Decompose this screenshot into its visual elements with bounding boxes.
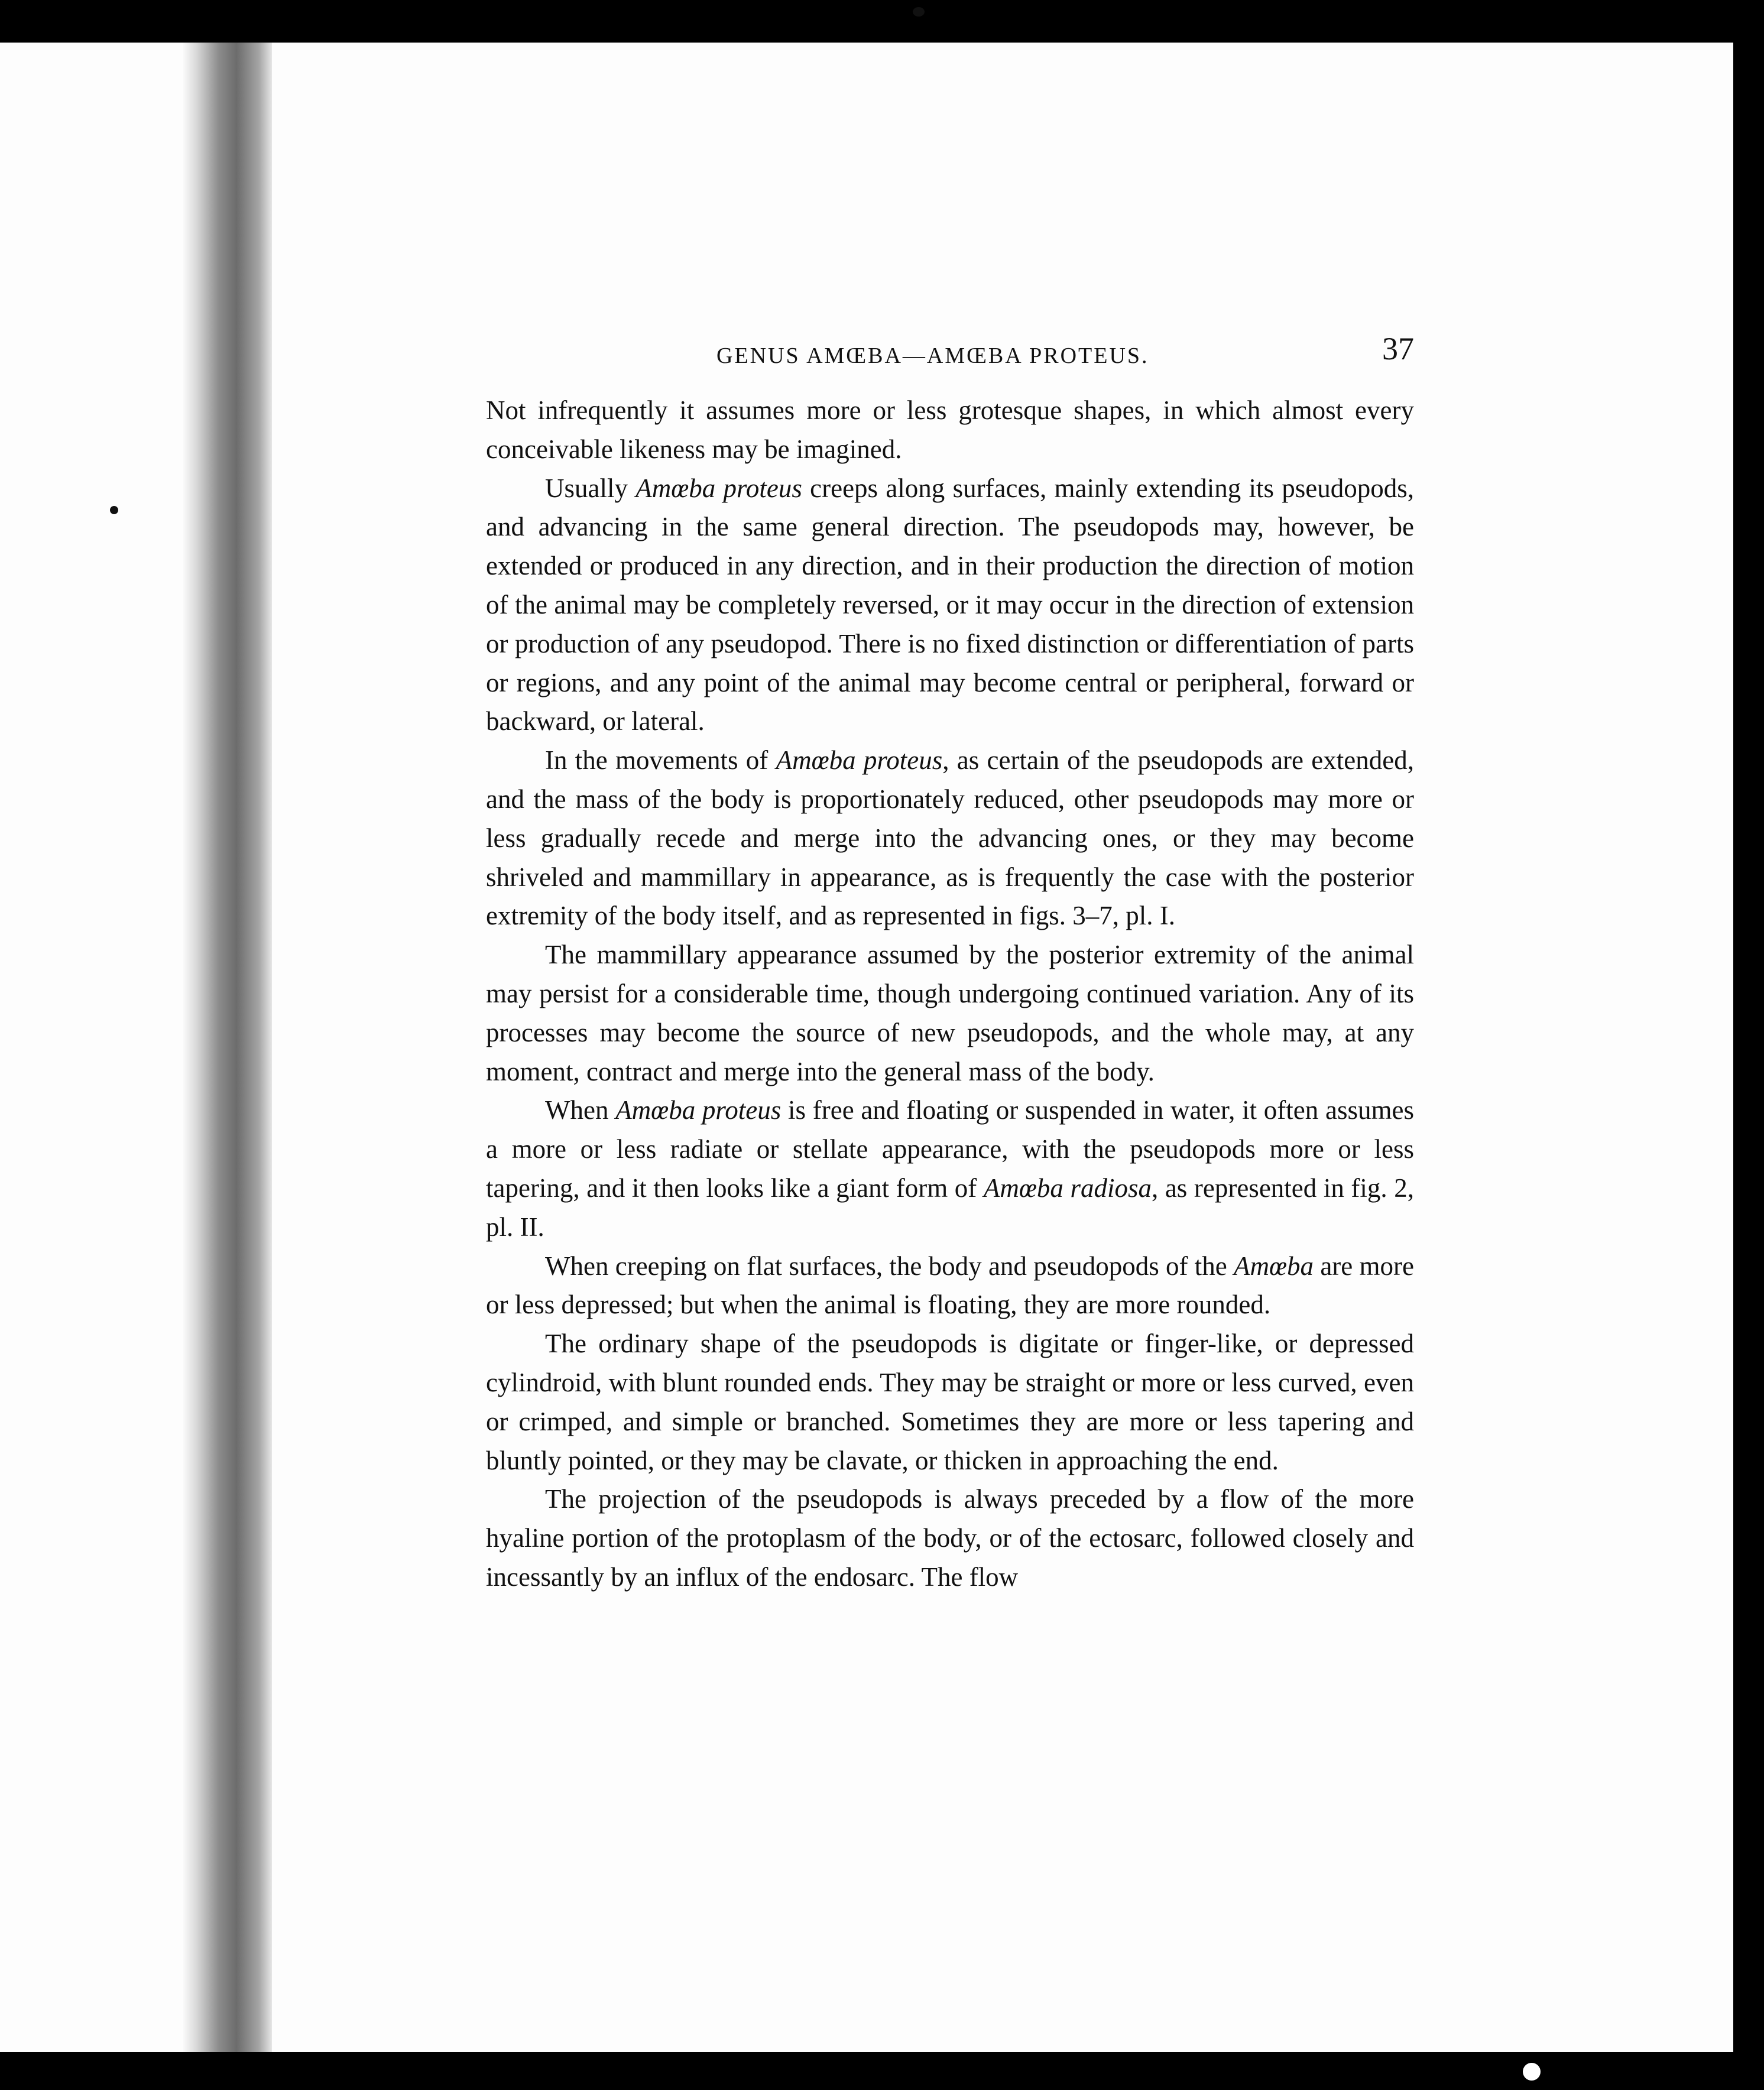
paragraph xyxy=(486,1247,1414,1325)
page-text-block xyxy=(486,332,1414,1597)
page-header xyxy=(486,332,1414,374)
paragraph xyxy=(486,469,1414,742)
text-run: , as represented in fig. 2, pl. II. xyxy=(486,1173,1414,1242)
text-run: When creeping on flat surfaces, the body and pseudopods of the xyxy=(545,1251,1234,1281)
text-run: When xyxy=(545,1095,616,1125)
text-run: are more or less depressed; but when the animal is floating, they are more rounded. xyxy=(486,1251,1414,1320)
paragraph xyxy=(486,391,1414,469)
text-run: creeps along surfaces, mainly extending its pseudopods, and advancing in the same general direction. The pseudopods may, however, be extended or produced in any direction, and in their production the direction of motion of the animal may be completely reversed, or it may occur in the direction of extension or production of any pseudopod. There is no fixed distinction or differentiation of parts or regions, and any point of the animal may become central or peripheral, forward or backward, or lateral. xyxy=(486,473,1414,736)
paragraph xyxy=(486,741,1414,936)
text-run: The projection of the pseudopods is always preceded by a flow of the more hyaline portion of the protoplasm of the body, or of the ectosarc, followed closely and incessantly by an influx of the endosarc. The flow xyxy=(486,1484,1414,1592)
text-run: The mammillary appearance assumed by the posterior extremity of the animal may persist for a considerable time, though undergoing continued variation. Any of its processes may become the source of new pseudopods, and the whole may, at any moment, contract and merge into the general mass of the body. xyxy=(486,940,1414,1086)
paragraph xyxy=(486,1325,1414,1480)
book-page xyxy=(0,43,1733,2052)
italic-term: Amœba radiosa xyxy=(983,1173,1152,1203)
italic-term: Amœba proteus xyxy=(776,745,943,775)
ink-speck xyxy=(110,506,118,514)
text-run: Not infrequently it assumes more or less grotesque shapes, in which almost every conceivable likeness may be imagined. xyxy=(486,395,1414,464)
body-text xyxy=(486,391,1414,1597)
paragraph xyxy=(486,936,1414,1091)
scan-speck xyxy=(913,7,925,17)
text-run: In the movements of xyxy=(545,745,776,775)
page-gutter-shadow xyxy=(183,43,272,2052)
page-number: 37 xyxy=(1382,331,1414,366)
paragraph xyxy=(486,1480,1414,1596)
text-run: The ordinary shape of the pseudopods is digitate or finger-like, or depressed cylindroid, with blunt rounded ends. They may be straight or more or less curved, even or crimped, and simple or branched. Sometimes they are more or less tapering and bluntly pointed, or they may be clavate, or thicken in approaching the end. xyxy=(486,1329,1414,1475)
italic-term: Amœba proteus xyxy=(615,1095,782,1125)
italic-term: Amœba xyxy=(1234,1251,1314,1281)
text-run: is free and floating or suspended in water, it often assumes a more or less radiate or stellate appearance, with the pseudopods more or less tapering, and it then looks like a giant form of xyxy=(486,1095,1414,1203)
text-run: Usually xyxy=(545,473,636,503)
italic-term: Amœba proteus xyxy=(635,473,802,503)
paragraph xyxy=(486,1091,1414,1247)
scan-speck xyxy=(1523,2063,1541,2081)
text-run: , as certain of the pseudopods are extended, and the mass of the body is proportionately reduced, other pseudopods may more or less gradually recede and merge into the advancing ones, or they may become shriveled and mammillary in appearance, as is frequently the case with the posterior extremity of the body itself, and as represented in figs. 3–7, pl. I. xyxy=(486,745,1414,931)
running-title: GENUS AMŒBA—AMŒBA PROTEUS. xyxy=(716,343,1149,368)
